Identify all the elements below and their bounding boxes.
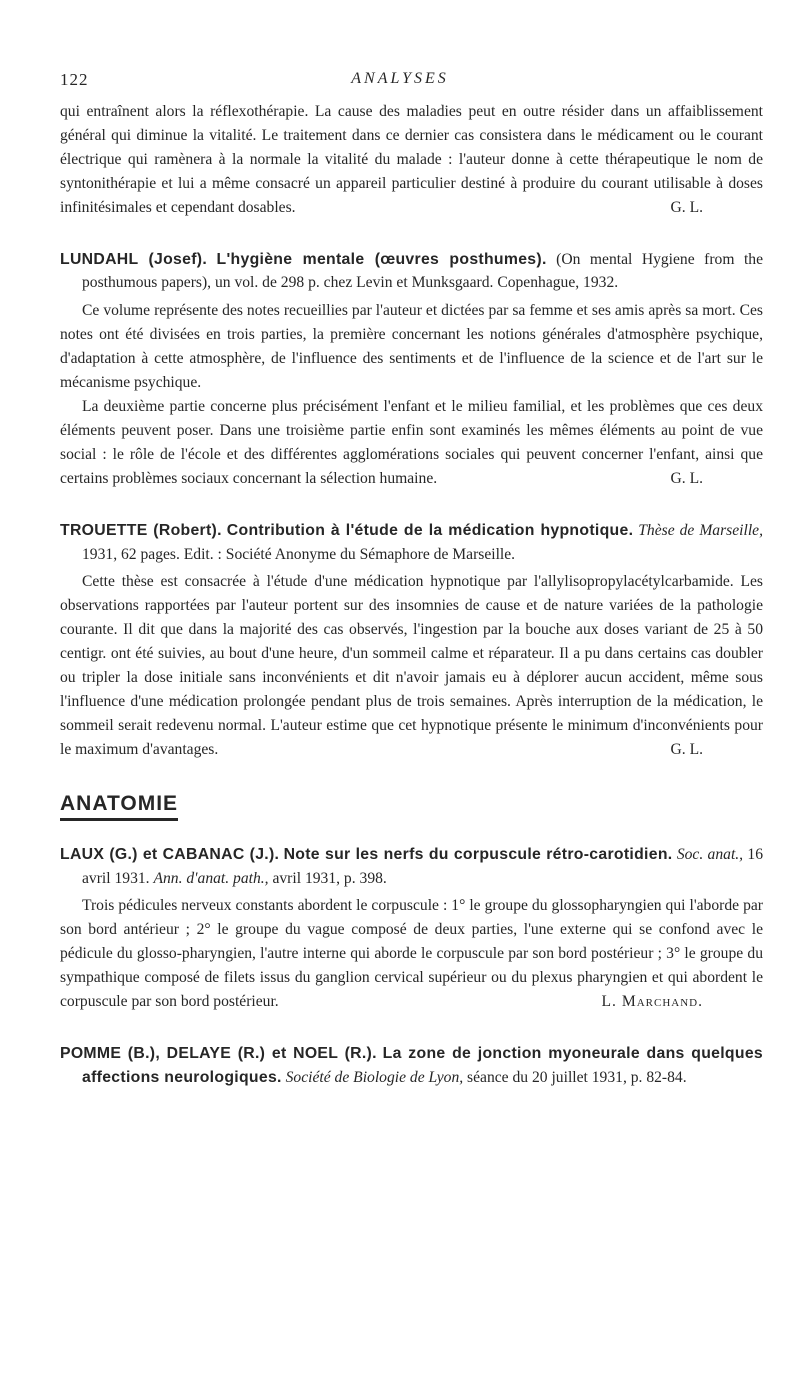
entry-author: POMME (B.), DELAYE (R.) et NOEL (R.).	[60, 1045, 377, 1062]
page-number: 122	[60, 70, 89, 89]
section-title: ANATOMIE	[60, 791, 179, 815]
entry-citation: séance du 20 juillet 1931, p. 82-84.	[467, 1068, 687, 1086]
reviewer-signature: G. L.	[670, 469, 703, 487]
section-heading	[60, 792, 763, 821]
entry-paragraph	[60, 395, 763, 491]
page-header	[60, 70, 740, 94]
paragraph-text: La deuxième partie concerne plus précisément l'enfant et le milieu familial, et les problèmes que ces deux éléments peuvent poser. Dans une troisième partie enfin sont examinés les mêmes éléments au point de vue social : le rôle de l'école et des différentes agglomérations sociales qui peuvent concerner l'enfant, ainsi que certains problèmes sociaux concernant la sélection humaine.	[60, 397, 763, 487]
entry-citation: (On mental Hygiene from the posthumous papers), un vol. de 298 p. chez Levin et Munksgaard. Copenhague, 1932.	[82, 250, 764, 292]
entry-title: Note sur les nerfs du corpuscule rétro-carotidien.	[283, 845, 673, 863]
entry-heading	[60, 1042, 763, 1090]
review-continuation	[60, 100, 763, 220]
entry-title: Contribution à l'étude de la médication hypnotique.	[226, 521, 634, 539]
section-underline	[60, 818, 178, 821]
entry-citation-source: Société de Biologie de Lyon,	[285, 1068, 464, 1086]
paragraph-text: Cette thèse est consacrée à l'étude d'une médication hypnotique par l'allylisopropylacétylcarbamide. Les observations rapportées par l'auteur portent sur des insomnies de cause et de nature variées de la pathologie courante. Il dit que dans la majorité des cas observés, l'ingestion par la bouche aux doses variant de 25 à 50 centigr. ont été suivies, au bout d'une heure, d'un sommeil calme et réparateur. Il a pu dans certains cas doubler ou tripler la dose initiale sans inconvénients et dit n'avoir jamais eu à déplorer aucun accident, même sous l'influence d'une médication prolongée pendant plus de trois semaines. Après interruption de la médication, le sommeil serait redevenu normal. L'auteur estime que cet hypnotique présente le minimum d'inconvénients pour le maximum d'avantages.	[60, 573, 763, 758]
entry-paragraph	[60, 570, 763, 761]
reviewer-signature: G. L.	[670, 740, 703, 758]
entry-citation-source: Thèse de Marseille,	[638, 521, 763, 539]
entry-heading	[60, 843, 763, 891]
entry-citation: avril 1931, p. 398.	[272, 869, 387, 887]
review-entry-trouette	[60, 519, 763, 762]
running-title: ANALYSES	[351, 70, 449, 87]
entry-citation-source: Ann. d'anat. path.,	[153, 869, 269, 887]
entry-title: L'hygiène mentale (œuvres posthumes).	[216, 250, 547, 268]
page-body	[60, 100, 763, 1090]
paragraph-text: Trois pédicules nerveux constants abordent le corpuscule : 1° le groupe du glossopharyngien qui l'aborde par son bord antérieur ; 2° le groupe du vague composé de deux parties, l'une externe qui se confond avec le pédicule du glosso-pharyngien, l'autre interne qui aborde le corpuscule par son bord postérieur ; 3° le groupe du sympathique composé de filets issus du ganglion cervical supérieur ou du plexus pharyngien et qui abordent le corpuscule par son bord postérieur.	[60, 897, 763, 1011]
reviewer-signature: L. Marchand.	[601, 993, 703, 1011]
entry-author: TROUETTE (Robert).	[60, 521, 222, 539]
entry-citation-source: Soc. anat.,	[676, 845, 744, 863]
review-entry-pomme	[60, 1042, 763, 1090]
entry-title: La zone de jonction myoneurale dans quelques affections neurologiques.	[82, 1045, 763, 1086]
review-entry-lundahl	[60, 248, 763, 491]
entry-heading	[60, 519, 763, 567]
reviewer-signature: G. L.	[670, 198, 703, 216]
entry-heading	[60, 248, 763, 296]
review-entry-laux	[60, 843, 763, 1014]
entry-paragraph: Ce volume représente des notes recueillies par l'auteur et dictées par sa femme et ses amis après sa mort. Ces notes ont été divisées en trois parties, la première concernant les notions générales d'atmosphère psychique, d'adaptation à cette atmosphère, de l'influence des sentiments et de l'influence de la science et de l'art sur le mécanisme psychique.	[60, 302, 763, 392]
entry-paragraph	[60, 894, 763, 1014]
entry-citation: 16 avril 1931.	[82, 845, 763, 887]
entry-author: LAUX (G.) et CABANAC (J.).	[60, 845, 280, 863]
continuation-text: qui entraînent alors la réflexothérapie. La cause des maladies peut en outre résider dans un affaiblissement général qui diminue la vitalité. Le traitement dans ce dernier cas consistera dans le médicament ou le courant électrique qui ramènera à la normale la vitalité du malade : l'auteur donne à cette thérapeutique le nom de syntonithérapie et lui a même consacré un appareil particulier destiné à produire du courant utilisable à doses infinitésimales et cependant dosables.	[60, 103, 763, 216]
entry-citation: 1931, 62 pages. Edit. : Société Anonyme du Sémaphore de Marseille.	[82, 545, 516, 563]
entry-author: LUNDAHL (Josef).	[60, 250, 208, 268]
